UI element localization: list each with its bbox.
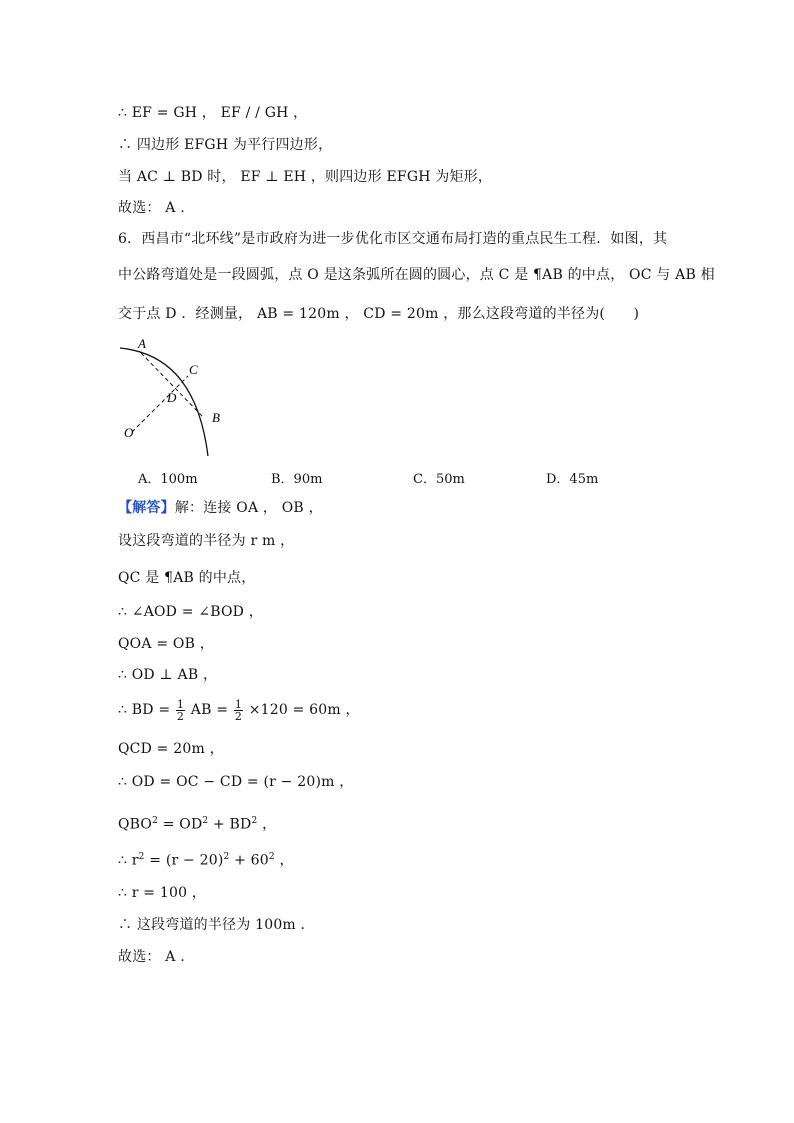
text-line: 当 AC ⊥ BD 时， EF ⊥ EH ，则四边形 EFGH 为矩形， bbox=[118, 169, 493, 185]
option-b[interactable]: B．90m bbox=[271, 472, 323, 487]
solution-first-line: 解：连接 OA ， OB ， bbox=[174, 500, 323, 516]
exponent: 2 bbox=[251, 816, 258, 826]
fraction-numerator: 1 bbox=[234, 697, 243, 711]
label-c: C bbox=[189, 362, 198, 377]
solution-step: QCD = 20m ， bbox=[118, 741, 224, 757]
exponent: 2 bbox=[268, 852, 275, 862]
solution-step: ∴ OD ⊥ AB ， bbox=[118, 667, 218, 683]
label-d: D bbox=[167, 390, 177, 405]
solution-tag: 【解答】 bbox=[118, 500, 175, 516]
question-text: 交于点 D ．经测量， AB = 120m ， CD = 20m ，那么这段弯道的半径为( ) bbox=[118, 306, 640, 322]
option-a[interactable]: A．100m bbox=[138, 472, 198, 487]
eq-part: = OD bbox=[158, 816, 203, 833]
question-text: 6．西昌市“北环线”是市政府为进一步优化市区交通布局打造的重点民生工程．如图，其 bbox=[118, 231, 668, 247]
fraction-numerator: 1 bbox=[176, 697, 185, 711]
label-b: B bbox=[212, 410, 220, 425]
solution-step: ∴ OD = OC − CD = (r − 20)m ， bbox=[118, 774, 354, 790]
fraction bbox=[234, 699, 243, 722]
option-d[interactable]: D．45m bbox=[546, 472, 599, 487]
solution-step: QOA = OB ， bbox=[118, 636, 214, 652]
solution-header bbox=[118, 499, 323, 517]
solution-step: ∴ 这段弯道的半径为 100m ． bbox=[118, 917, 315, 933]
exponent: 2 bbox=[202, 816, 209, 826]
solution-step-pythagoras bbox=[118, 812, 276, 834]
exponent: 2 bbox=[223, 852, 230, 862]
label-a: A bbox=[138, 336, 146, 351]
solution-step: 设这段弯道的半径为 r m ， bbox=[118, 533, 295, 549]
solution-step-bd bbox=[118, 698, 360, 722]
eq-part: ， bbox=[257, 816, 277, 833]
bd-mid: AB = bbox=[190, 702, 229, 718]
eq-part: + BD bbox=[208, 816, 252, 833]
fraction bbox=[176, 699, 185, 722]
option-c[interactable]: C．50m bbox=[413, 472, 465, 487]
bd-left: ∴ BD = bbox=[118, 702, 171, 718]
eq-part: + 60 bbox=[229, 852, 269, 869]
exponent: 2 bbox=[138, 852, 145, 862]
fraction-denominator: 2 bbox=[176, 709, 185, 723]
text-line: ∴ EF = GH ， EF / / GH ， bbox=[118, 105, 308, 121]
geometry-figure bbox=[112, 336, 232, 462]
label-o: O bbox=[124, 425, 134, 440]
bd-right: ×120 = 60m ， bbox=[248, 702, 360, 718]
exponent: 2 bbox=[152, 816, 159, 826]
solution-step: ∴ ∠AOD = ∠BOD ， bbox=[118, 604, 263, 620]
eq-part: = (r − 20) bbox=[144, 852, 224, 869]
question-text: 中公路弯道处是一段圆弧，点 O 是这条弧所在圆的圆心，点 C 是 ¶AB 的中点， OC 与 AB 相 bbox=[118, 267, 715, 283]
text-line: ∴ 四边形 EFGH 为平行四边形， bbox=[118, 137, 333, 153]
eq-part: ， bbox=[274, 852, 294, 869]
segment-oc bbox=[132, 376, 188, 432]
solution-step-equation bbox=[118, 848, 294, 870]
solution-step: QC 是 ¶AB 的中点， bbox=[118, 570, 256, 586]
eq-part: ∴ r bbox=[118, 852, 139, 869]
text-line: 故选： A . bbox=[118, 200, 185, 216]
solution-step: 故选： A . bbox=[118, 949, 185, 965]
eq-part: QBO bbox=[118, 816, 153, 833]
fraction-denominator: 2 bbox=[234, 709, 243, 723]
solution-step: ∴ r = 100 ， bbox=[118, 885, 207, 901]
